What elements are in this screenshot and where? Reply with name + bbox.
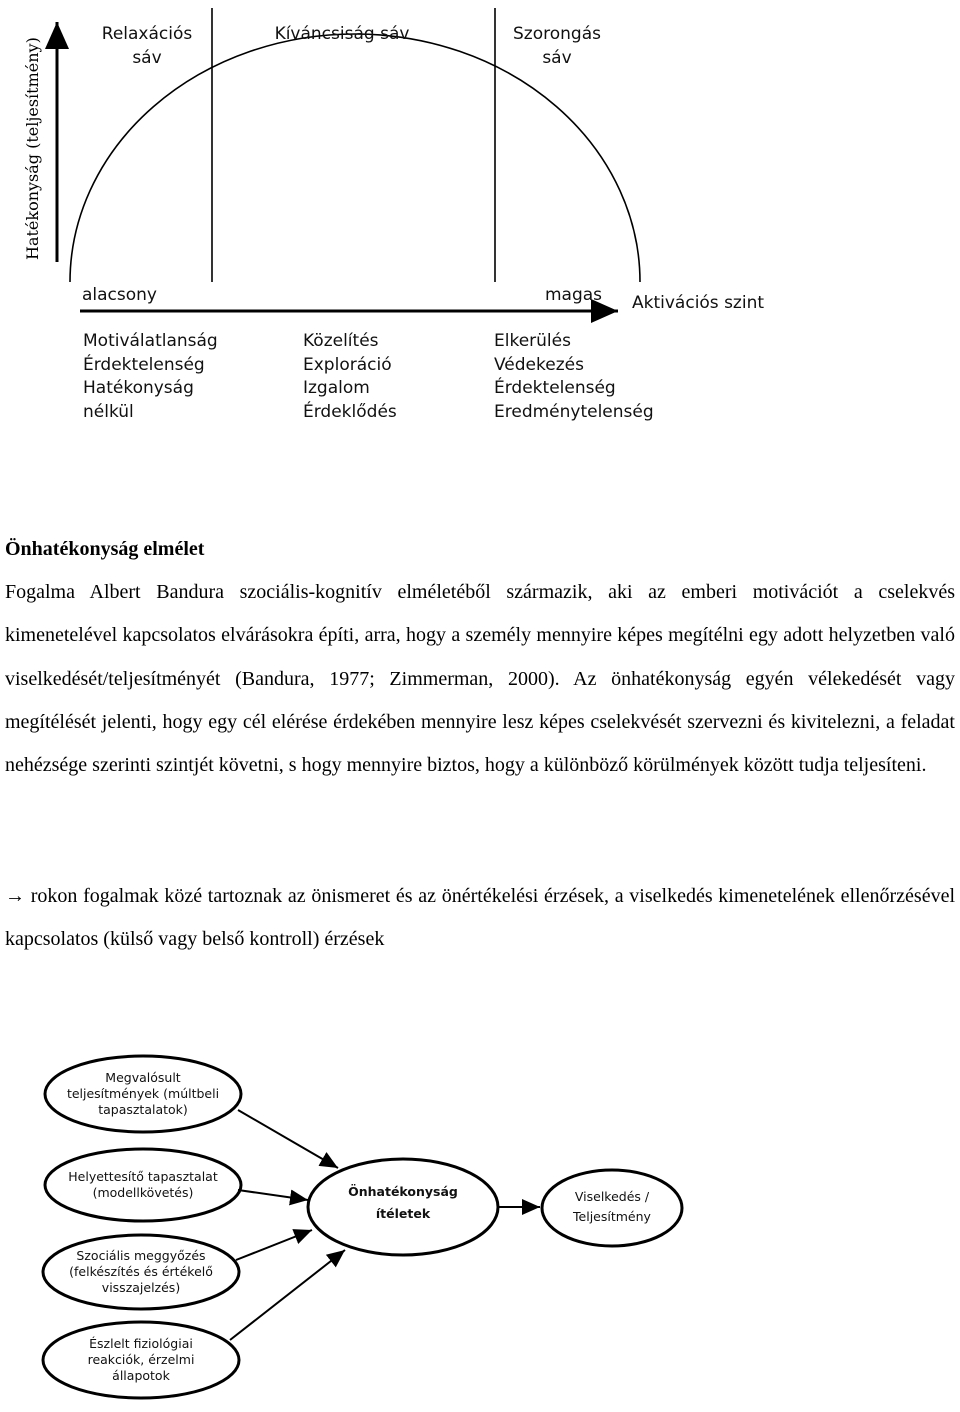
column-mid-item: Közelítés — [303, 331, 379, 351]
column-low-item: Hatékonyság — [83, 378, 194, 398]
column-high-item: Eredménytelenség — [494, 401, 654, 422]
zone-label-anxiety-line2: sáv — [542, 48, 572, 68]
source-node-line: (felkészítés és értékelő — [69, 1264, 213, 1279]
x-axis-high-label: magas — [545, 285, 603, 305]
x-axis-label: Aktivációs szint — [632, 293, 765, 313]
source-node-line: Észlelt fiziológiai — [89, 1336, 193, 1351]
column-high-item: Védekezés — [494, 354, 584, 375]
source-node-line: tapasztalatok) — [98, 1102, 188, 1117]
arrow-source-4 — [230, 1250, 345, 1340]
outcome-node — [552, 1187, 672, 1227]
center-node — [323, 1181, 483, 1225]
arrow-icon: → — [5, 885, 25, 907]
arrow-source-2 — [238, 1190, 308, 1200]
activation-figure — [0, 0, 960, 440]
performance-arc — [70, 34, 640, 282]
center-node-line1: Önhatékonyság — [348, 1184, 458, 1199]
paragraph-related-concepts-text: rokon fogalmak közé tartoznak az önismeret és az önértékelési érzések, a viselkedés kimenetelének ellenőrzésével kapcsolatos (külső vagy belső kontroll) érzések — [5, 885, 956, 951]
source-node-persuasion — [51, 1248, 231, 1296]
zone-label-relaxation — [92, 22, 202, 70]
arrow-source-1 — [238, 1110, 338, 1168]
outcome-node-line1: Viselkedés / — [574, 1189, 650, 1204]
arrow-source-3 — [236, 1230, 312, 1260]
column-mid-item: Exploráció — [303, 354, 392, 375]
outcome-node-line2: Teljesítmény — [573, 1209, 651, 1224]
column-mid-item: Izgalom — [303, 378, 370, 398]
column-low-item: Érdektelenség — [83, 354, 205, 375]
source-node-line: (modellkövetés) — [92, 1185, 194, 1200]
zone-label-anxiety — [505, 22, 609, 70]
column-low-item: Motiválatlanság — [83, 331, 218, 351]
zone-label-curiosity — [262, 22, 422, 46]
zone-label-anxiety-line1: Szorongás — [513, 24, 601, 44]
self-efficacy-diagram — [0, 1050, 960, 1412]
column-low-item: nélkül — [83, 401, 134, 422]
column-high — [494, 330, 654, 424]
x-axis-low-label: alacsony — [82, 285, 157, 305]
source-node-line: Megvalósult — [105, 1070, 181, 1085]
paragraph-definition: Fogalma Albert Bandura szociális-kognitív elméletéből származik, aki az emberi motivációt a cselekvés kimenetelével kapcsolatos elvárásokra építi, arra, hogy a személy mennyire képes megítélni egy adott helyzetben való viselkedését/teljesítményét (Bandura, 1977; Zimmerman, 2000). Az önhatékonyság egyén vélekedését vagy megítélését jelenti, hogy egy cél elérése érdekében mennyire lesz képes cselekvését szervezni és kivitelezni, a feladat nehézsége szerinti szintjét követni, s hogy mennyire biztos, hogy a különböző körülmények között tudja teljesíteni. — [5, 581, 955, 777]
source-node-vicarious — [53, 1169, 233, 1201]
column-mid-item: Érdeklődés — [303, 401, 397, 422]
paragraph-related-concepts — [5, 875, 955, 962]
source-node-line: állapotok — [112, 1368, 170, 1383]
zone-label-relaxation-line1: Relaxációs — [101, 24, 193, 44]
source-node-line: teljesítmények (múltbeli — [66, 1086, 220, 1101]
source-node-line: visszajelzés) — [101, 1280, 181, 1295]
column-low — [83, 330, 218, 424]
column-high-item: Érdektelenség — [494, 378, 616, 398]
source-node-line: reakciók, érzelmi — [87, 1352, 195, 1367]
column-high-item: Elkerülés — [494, 331, 571, 351]
section-heading: Önhatékonyság elmélet — [5, 538, 205, 560]
center-node-line2: ítéletek — [375, 1206, 431, 1221]
y-axis-label: Hatékonyság (teljesítmény) — [23, 37, 42, 260]
source-node-line: Szociális meggyőzés — [76, 1248, 206, 1263]
source-node-line: Helyettesítő tapasztalat — [68, 1169, 218, 1184]
column-mid — [303, 330, 397, 424]
source-node-performance — [53, 1070, 233, 1118]
zone-label-curiosity-line1: Kíváncsiság sáv — [274, 24, 410, 44]
source-node-physiological — [51, 1336, 231, 1384]
zone-label-relaxation-line2: sáv — [132, 48, 162, 68]
